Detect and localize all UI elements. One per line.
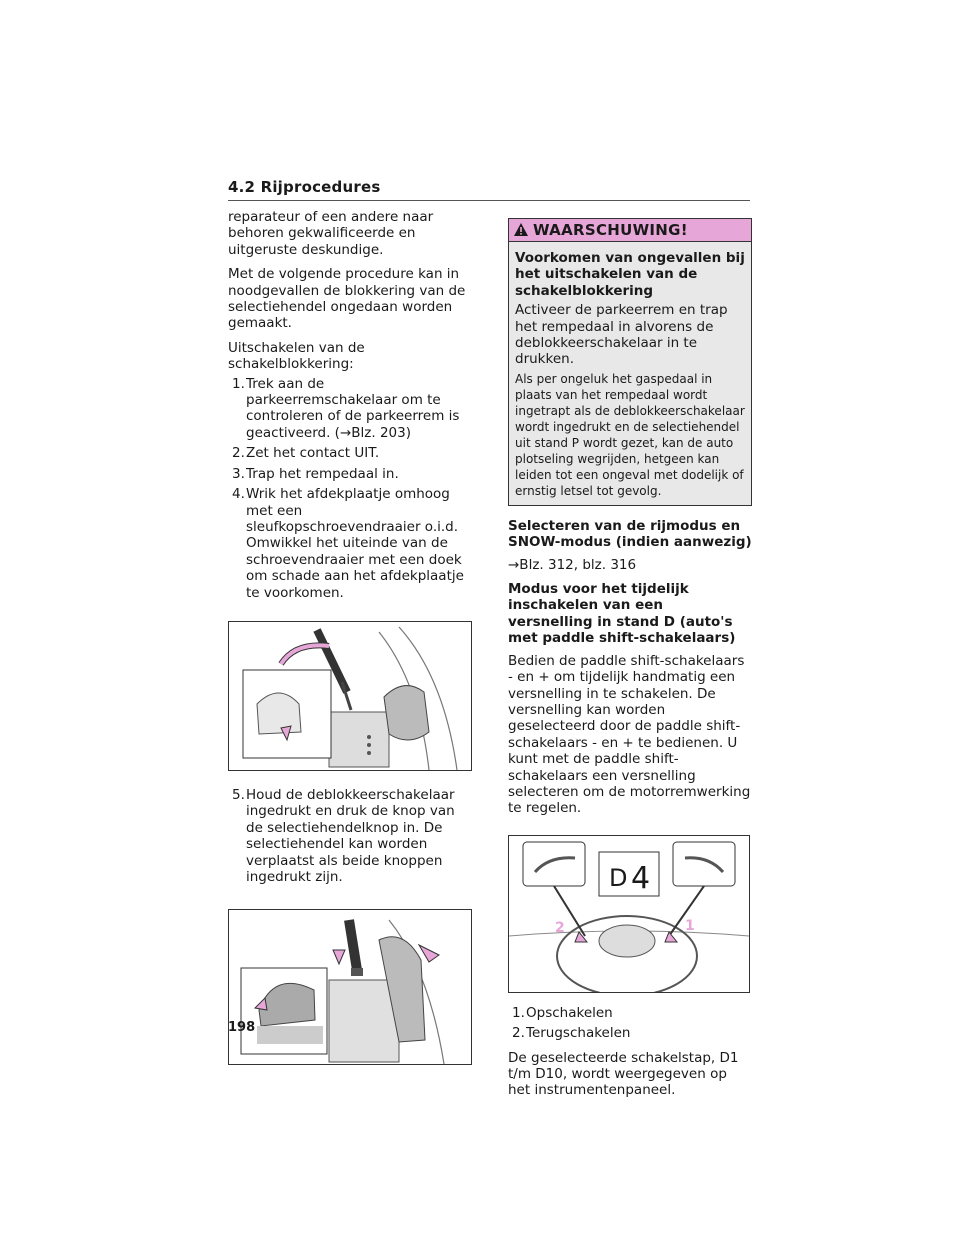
page-number: 198: [228, 1020, 256, 1035]
paragraph: De geselecteerde schakelstap, D1 t/m D10, wordt weergegeven op het instrumentenpaneel.: [508, 1049, 739, 1099]
step-item: [228, 466, 474, 482]
step-list: [228, 376, 474, 601]
legend-text: Terugschakelen: [526, 1025, 631, 1042]
label-downshift: 2: [555, 919, 565, 936]
paragraph: Met de volgende procedure kan in noodgevallen de blokkering van de selectiehendel ongedaan worden gemaakt.: [228, 266, 466, 332]
label-upshift: 1: [685, 917, 695, 934]
warning-text: Activeer de parkeerrem en trap het rempedaal in alvorens de deblokkeerschakelaar in te drukken.: [515, 302, 728, 368]
left-column: [228, 209, 474, 1065]
legend-item: [508, 1025, 752, 1041]
gear-number: 4: [631, 860, 651, 896]
warning-header: [509, 219, 751, 242]
step-number: 3.: [232, 465, 245, 482]
page-reference: →Blz. 312, blz. 316: [508, 556, 637, 573]
subheading: Modus voor het tijdelijk inschakelen van een versnelling in stand D (auto's met paddle shift-schakelaars): [508, 581, 736, 647]
right-column: [508, 218, 752, 1107]
step-text: Trek aan de parkeerremschakelaar om te controleren of de parkeerrem is geactiveerd. (→Blz. 203): [246, 375, 460, 441]
warning-label: WAARSCHUWING!: [533, 220, 688, 239]
step-text: Wrik het afdekplaatje omhoog met een sleufkopschroevendraaier o.i.d. Omwikkel het uiteinde van de schroevendraaier met een doek om schade aan het afdekplaatje te voorkomen.: [246, 486, 464, 601]
legend-item: [508, 1005, 752, 1021]
warning-text: Als per ongeluk het gaspedaal in plaats van het rempedaal wordt ingetrapt als de deblokkeerschakelaar wordt ingedrukt en de selectiehendel uit stand P wordt gezet, kan de auto plotseling wegrijden, hetgeen kan leiden tot een ongeval met dodelijk of ernstig letsel tot gevolg.: [515, 371, 745, 498]
step-text: Trap het rempedaal in.: [246, 465, 399, 482]
paddle-shift-illustration: [508, 835, 750, 993]
legend-text: Opschakelen: [526, 1004, 613, 1021]
legend-list: [508, 1005, 752, 1042]
step-item: [228, 376, 474, 442]
paragraph: reparateur of een andere naar behoren gekwalificeerde en uitgeruste deskundige.: [228, 209, 434, 258]
step-item: [228, 486, 474, 601]
step-item: [228, 787, 474, 885]
paragraph: Bedien de paddle shift-schakelaars - en + om tijdelijk handmatig een versnelling in te schakelen. De versnelling kan worden geselecteerd door de paddle shift-schakelaars - en + te bedienen. U kunt met de paddle shift-schakelaars een versnelling selecteren om de motorremwerking te regelen.: [508, 652, 751, 817]
warning-icon: [513, 222, 529, 238]
warning-title: Voorkomen van ongevallen bij het uitschakelen van de schakelblokkering: [515, 250, 745, 299]
warning-box: [508, 218, 752, 506]
step-number: 2.: [232, 445, 245, 462]
paragraph: Uitschakelen van de schakelblokkering:: [228, 339, 365, 373]
section-header: 4.2 Rijprocedures: [228, 178, 750, 201]
step-number: 5.: [232, 786, 245, 803]
subheading: Selecteren van de rijmodus en SNOW-modus (indien aanwezig): [508, 517, 752, 551]
step-text: Houd de deblokkeerschakelaar ingedrukt en druk de knop van de selectiehendelknop in. De selectiehendel kan worden verplaatst als beide knoppen ingedrukt zijn.: [246, 786, 455, 885]
gear-letter: D: [609, 863, 628, 892]
step-number: 4.: [232, 486, 245, 503]
step-list: [228, 787, 474, 885]
step-item: [228, 445, 474, 461]
step-text: Zet het contact UIT.: [246, 445, 380, 462]
cover-removal-illustration: [228, 621, 472, 771]
release-button-illustration: [228, 909, 472, 1065]
legend-number: 1.: [512, 1004, 525, 1021]
legend-number: 2.: [512, 1025, 525, 1042]
step-number: 1.: [232, 375, 245, 392]
